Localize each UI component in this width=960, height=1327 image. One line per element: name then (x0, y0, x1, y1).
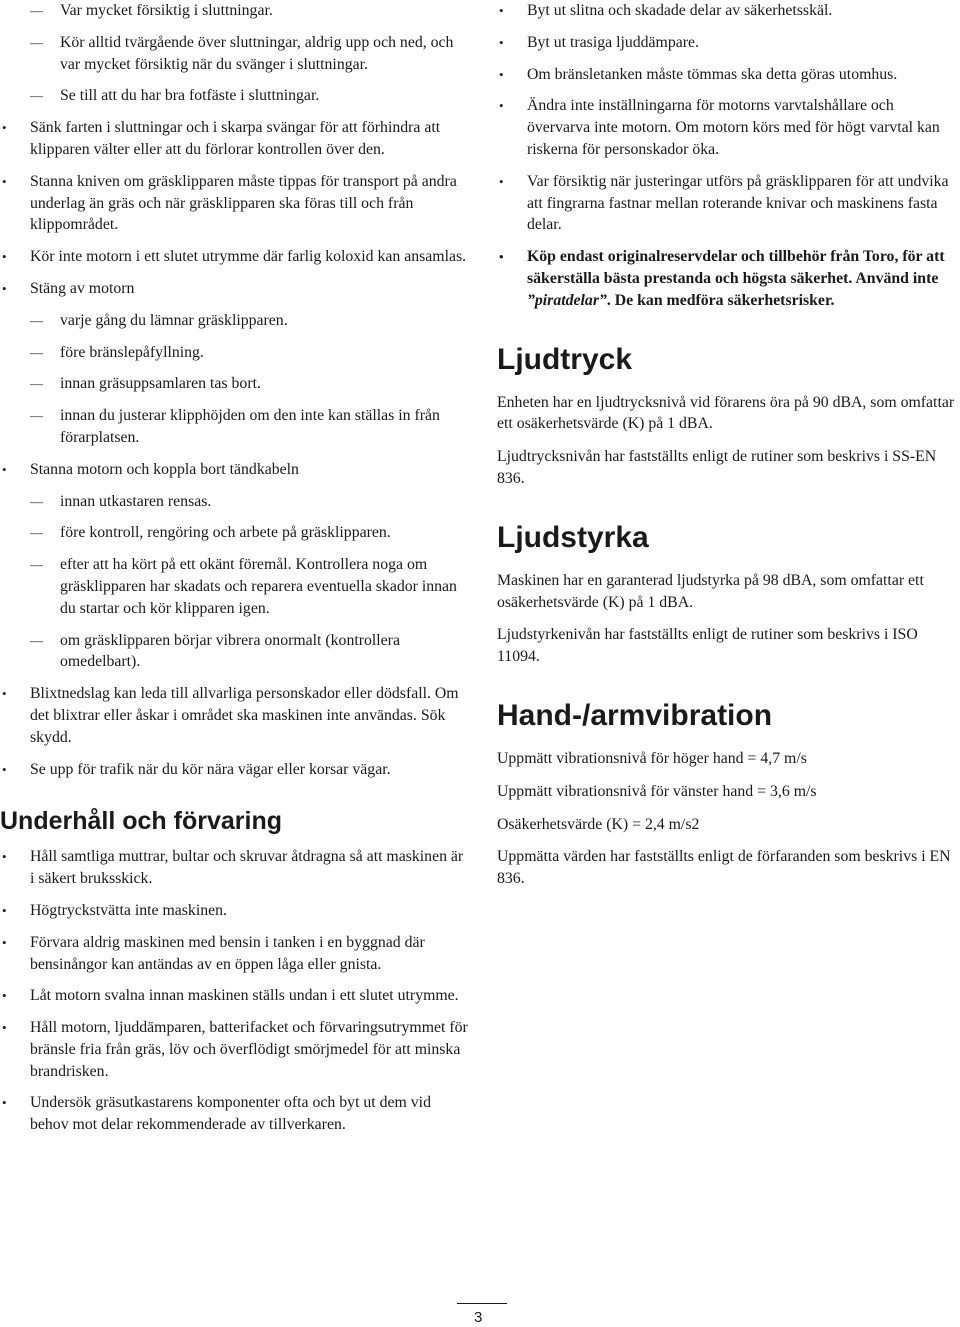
list-item-text: Ändra inte inställningarna för motorns varvtalshållare och övervarva inte motorn. Om motorn körs med för högt varvtal kan riskerna för personskador öka. (527, 97, 940, 158)
bullet-marker: • (2, 461, 7, 477)
bullet-marker: • (2, 249, 7, 265)
list-item-text: innan du justerar klipphöjden om den inte kan ställas in från förarplatsen. (60, 407, 440, 446)
list-item (0, 1017, 470, 1082)
dash-marker: — (30, 525, 43, 541)
bullet-marker: • (499, 34, 504, 50)
bullet-marker: • (499, 98, 504, 114)
list-item-text: efter att ha kört på ett okänt föremål. Kontrollera noga om gräsklipparen har skadats och reparera eventuella skador innan du startar och kör klipparen igen. (60, 556, 457, 617)
list-item (0, 1092, 470, 1136)
list-item-text: om gräsklipparen börjar vibrera onormalt (kontrollera omedelbart). (60, 631, 400, 671)
left-column (0, 0, 470, 1146)
list-item (0, 932, 470, 976)
bullet-marker: • (2, 1095, 7, 1111)
list-item-text: Låt motorn svalna innan maskinen ställs undan i ett slutet utrymme. (30, 987, 459, 1005)
dash-marker: — (30, 557, 43, 573)
dash-marker: — (30, 408, 43, 424)
list-item (0, 900, 470, 922)
list-item-text: Var försiktig när justeringar utförs på gräsklipparen för att undvika att fingrarna fastnar mellan roterande knivar och maskinens fasta delar. (527, 172, 949, 234)
safety-list (0, 0, 470, 780)
bullet-marker: • (2, 849, 7, 865)
dash-marker: — (30, 88, 43, 104)
dash-marker: — (30, 632, 43, 648)
list-item-text: Kör inte motorn i ett slutet utrymme där farlig koloxid kan ansamlas. (30, 248, 467, 266)
sound-power-paragraph-1: Maskinen har en garanterad ljudstyrka på 98 dBA, som omfattar ett osäkerhetsvärde (K) på 1 dBA. (497, 571, 924, 611)
sub-list-item (0, 522, 470, 544)
list-item-text: Om bränsletanken måste tömmas ska detta göras utomhus. (527, 65, 898, 83)
list-item-text: före bränslepåfyllning. (60, 343, 204, 361)
sound-power-paragraph-2: Ljudstyrkenivån har fastställts enligt de rutiner som beskrivs i ISO 11094. (497, 626, 918, 666)
list-item-text: Se upp för trafik när du kör nära vägar eller korsar vägar. (30, 760, 391, 778)
vibration-right-hand: Uppmätt vibrationsnivå för höger hand = 4,7 m/s (497, 749, 807, 767)
vibration-uncertainty: Osäkerhetsvärde (K) = 2,4 m/s2 (497, 815, 700, 833)
list-item-text: Stanna kniven om gräsklipparen måste tippas för transport på andra underlag än gräs och när gräsklipparen ska föras till och från klippområdet. (30, 172, 457, 234)
parts-warning-text-end: . De kan medföra säkerhetsrisker. (606, 291, 835, 309)
list-item-text: Förvara aldrig maskinen med bensin i tanken i en byggnad där bensinångor kan antändas av en öppen låga eller gnista. (30, 933, 425, 973)
list-item (0, 985, 470, 1007)
list-item-text: Högtryckstvätta inte maskinen. (30, 901, 227, 919)
sub-list-item (0, 630, 470, 674)
safety-list-continued (497, 0, 957, 236)
sub-list-item (0, 554, 470, 619)
vibration-heading: Hand-/armvibration (497, 698, 773, 732)
bullet-marker: • (2, 280, 7, 296)
right-column (497, 0, 957, 901)
footer-rule (457, 1303, 507, 1304)
list-item-text: Håll samtliga muttrar, bultar och skruvar åtdragna så att maskinen är i säkert bruksskick. (30, 848, 464, 888)
list-item (497, 0, 957, 22)
list-item-text: Byt ut slitna och skadade delar av säkerhetsskäl. (527, 2, 833, 19)
list-item-text: Håll motorn, ljuddämparen, batterifacket och förvaringsutrymmet för bränsle fria från gräs, löv och överflödigt smörjmedel för att minska brandrisken. (30, 1019, 468, 1080)
list-item-text: Sänk farten i sluttningar och i skarpa svängar för att förhindra att klipparen välter eller att du förlorar kontrollen över den. (30, 119, 441, 158)
bullet-marker: • (499, 66, 504, 82)
dash-marker: — (30, 493, 43, 509)
sub-list-item (0, 0, 470, 22)
sub-list-item (0, 32, 470, 76)
list-item (0, 759, 470, 781)
bullet-marker: • (499, 3, 504, 18)
bullet-marker: • (499, 173, 504, 189)
list-item (0, 246, 470, 268)
list-item-text: innan utkastaren rensas. (60, 492, 212, 510)
vibration-method: Uppmätta värden har fastställts enligt de förfaranden som beskrivs i EN 836. (497, 848, 951, 888)
list-item (497, 171, 957, 236)
maintenance-list (0, 846, 470, 1136)
parts-warning-text-start: Köp endast originalreservdelar och tillbehör från Toro, för att säkerställa bästa prestanda och högsta säkerhet. Använd inte (527, 248, 945, 287)
sound-pressure-paragraph-2: Ljudtrycksnivån har fastställts enligt de rutiner som beskrivs i SS-EN 836. (497, 448, 937, 487)
bullet-marker: • (2, 686, 7, 702)
list-item-text: före kontroll, rengöring och arbete på gräsklipparen. (60, 524, 391, 542)
list-item (497, 32, 957, 54)
list-item-text: Stanna motorn och koppla bort tändkabeln (30, 460, 299, 478)
sub-list-item (0, 405, 470, 449)
bullet-marker: • (499, 249, 504, 265)
dash-marker: — (30, 376, 43, 392)
list-item (0, 278, 470, 300)
sub-list-item (0, 491, 470, 513)
page-number: 3 (474, 1309, 483, 1326)
list-item-text: Stäng av motorn (30, 279, 135, 297)
list-item-text: Blixtnedslag kan leda till allvarliga personskador eller dödsfall. Om det blixtrar eller åskar i området ska maskinen inte användas. Sök skydd. (30, 685, 459, 746)
list-item-text: Undersök gräsutkastarens komponenter ofta och byt ut dem vid behov mot delar rekommenderade av tillverkaren. (30, 1094, 431, 1134)
bullet-marker: • (2, 120, 7, 136)
list-item-text: varje gång du lämnar gräsklipparen. (60, 311, 288, 329)
list-item-text: Se till att du har bra fotfäste i sluttningar. (60, 87, 320, 105)
sub-list-item (0, 373, 470, 395)
sub-list-item (0, 342, 470, 364)
dash-marker: — (30, 34, 43, 50)
bullet-marker: • (2, 761, 7, 777)
sound-pressure-paragraph-1: Enheten har en ljudtrycksnivå vid förarens öra på 90 dBA, som omfattar ett osäkerhetsvärde (K) på 1 dBA. (497, 393, 955, 433)
list-item (0, 171, 470, 236)
dash-marker: — (30, 344, 43, 360)
list-item-text: Var mycket försiktig i sluttningar. (60, 2, 273, 19)
list-item-text: Kör alltid tvärgående över sluttningar, aldrig upp och ned, och var mycket försiktig när du svänger i sluttningar. (60, 33, 454, 73)
dash-marker: — (30, 3, 43, 18)
dash-marker: — (30, 312, 43, 328)
bullet-marker: • (2, 934, 7, 950)
list-item (0, 459, 470, 481)
bullet-marker: • (2, 902, 7, 918)
list-item-text: innan gräsuppsamlaren tas bort. (60, 375, 261, 393)
sound-power-heading: Ljudstyrka (497, 520, 649, 554)
list-item (0, 683, 470, 748)
maintenance-heading: Underhåll och förvaring (0, 807, 282, 836)
sub-list-item (0, 85, 470, 107)
parts-warning-pirat: ”piratdelar” (527, 291, 607, 309)
bullet-marker: • (2, 988, 7, 1004)
parts-warning-list (497, 246, 957, 311)
bullet-marker: • (2, 173, 7, 189)
list-item (497, 95, 957, 160)
vibration-left-hand: Uppmätt vibrationsnivå för vänster hand = 3,6 m/s (497, 782, 817, 800)
list-item (0, 117, 470, 161)
list-item (0, 846, 470, 890)
list-item (497, 64, 957, 86)
sound-pressure-heading: Ljudtryck (497, 342, 633, 376)
bullet-marker: • (2, 1020, 7, 1036)
list-item-text: Byt ut trasiga ljuddämpare. (527, 33, 699, 51)
sub-list-item (0, 310, 470, 332)
parts-warning-item (497, 246, 957, 311)
